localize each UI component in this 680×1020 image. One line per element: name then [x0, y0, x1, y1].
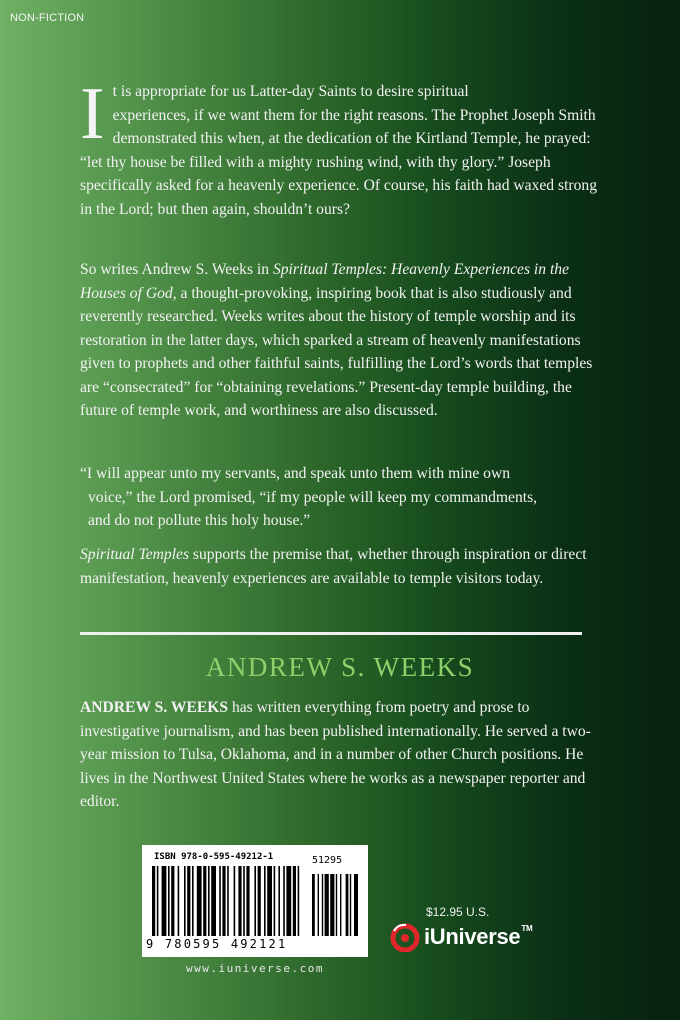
publisher-name [424, 924, 532, 950]
quote-line-3: and do not pollute this holy house.” [88, 512, 311, 529]
summary-lead: So writes Andrew S. Weeks in [80, 261, 273, 278]
summary-paragraph [80, 258, 600, 423]
scripture-quote [80, 462, 600, 533]
intro-body: experiences, if we want them for the right reasons. The Prophet Joseph Smith demonstrated this when, at the dedication of the Kirtland Temple, he prayed: “let thy house be filled with a mighty rushing wind, with thy glory.” Joseph specifically asked for a heavenly experience. Of course, his faith had waxed strong in the Lord; but then again, shouldn’t ours? [80, 106, 597, 218]
premise-body: supports the premise that, whether through inspiration or direct manifestation, heavenly experiences are available to temple visitors today. [80, 546, 587, 587]
quote-line-1: “I will appear unto my servants, and speak unto them with mine own [80, 465, 511, 482]
intro-paragraph [80, 73, 600, 221]
author-name-bold: ANDREW S. WEEKS [80, 699, 229, 716]
drop-cap: I [80, 73, 105, 155]
iuniverse-swirl-logo-icon [390, 922, 420, 952]
quote-line-2: voice,” the Lord promised, “if my people will keep my commandments, [88, 488, 538, 506]
barcode-bars [152, 866, 358, 936]
summary-body: , a thought-provoking, inspiring book that is also studiously and reverently researched. Weeks writes about the history of temple worship and its restoration in the latter days, which sparked a stream of heavenly manifestations given to prophets and other faithful saints, fulfilling the Lord’s words that temples are “consecrated” for “obtaining revelations.” Present-day temple building, the future of temple work, and worthiness are also discussed. [80, 284, 593, 419]
isbn-digits: 9 780595 492121 [146, 937, 288, 951]
author-bio [80, 696, 600, 814]
isbn-barcode [142, 845, 368, 957]
book-title-italic: Spiritual Temples: Heavenly Experiences in the Houses of God [80, 261, 569, 302]
section-divider [80, 632, 582, 635]
price-code: 51295 [312, 855, 343, 866]
trademark-mark: TM [521, 924, 533, 933]
publisher-logo [390, 922, 532, 952]
publisher-url: www.iuniverse.com [185, 962, 325, 975]
premise-paragraph [80, 543, 600, 590]
category-label: NON-FICTION [10, 12, 85, 24]
isbn-label: ISBN 978-0-595-49212-1 [154, 852, 274, 862]
publisher-name-text: iUniverse [424, 924, 521, 949]
premise-title-italic: Spiritual Temples [80, 546, 190, 563]
price: $12.95 U.S. [426, 905, 490, 919]
bio-body: has written everything from poetry and prose to investigative journalism, and has been published internationally. He served a two-year mission to Tulsa, Oklahoma, and in a number of other Church positions. He lives in the Northwest United States where he works as a newspaper reporter and editor. [80, 699, 591, 810]
author-heading: ANDREW S. WEEKS [205, 652, 475, 682]
intro-first-line: t is appropriate for us Latter-day Saints to desire spiritual [112, 83, 469, 100]
